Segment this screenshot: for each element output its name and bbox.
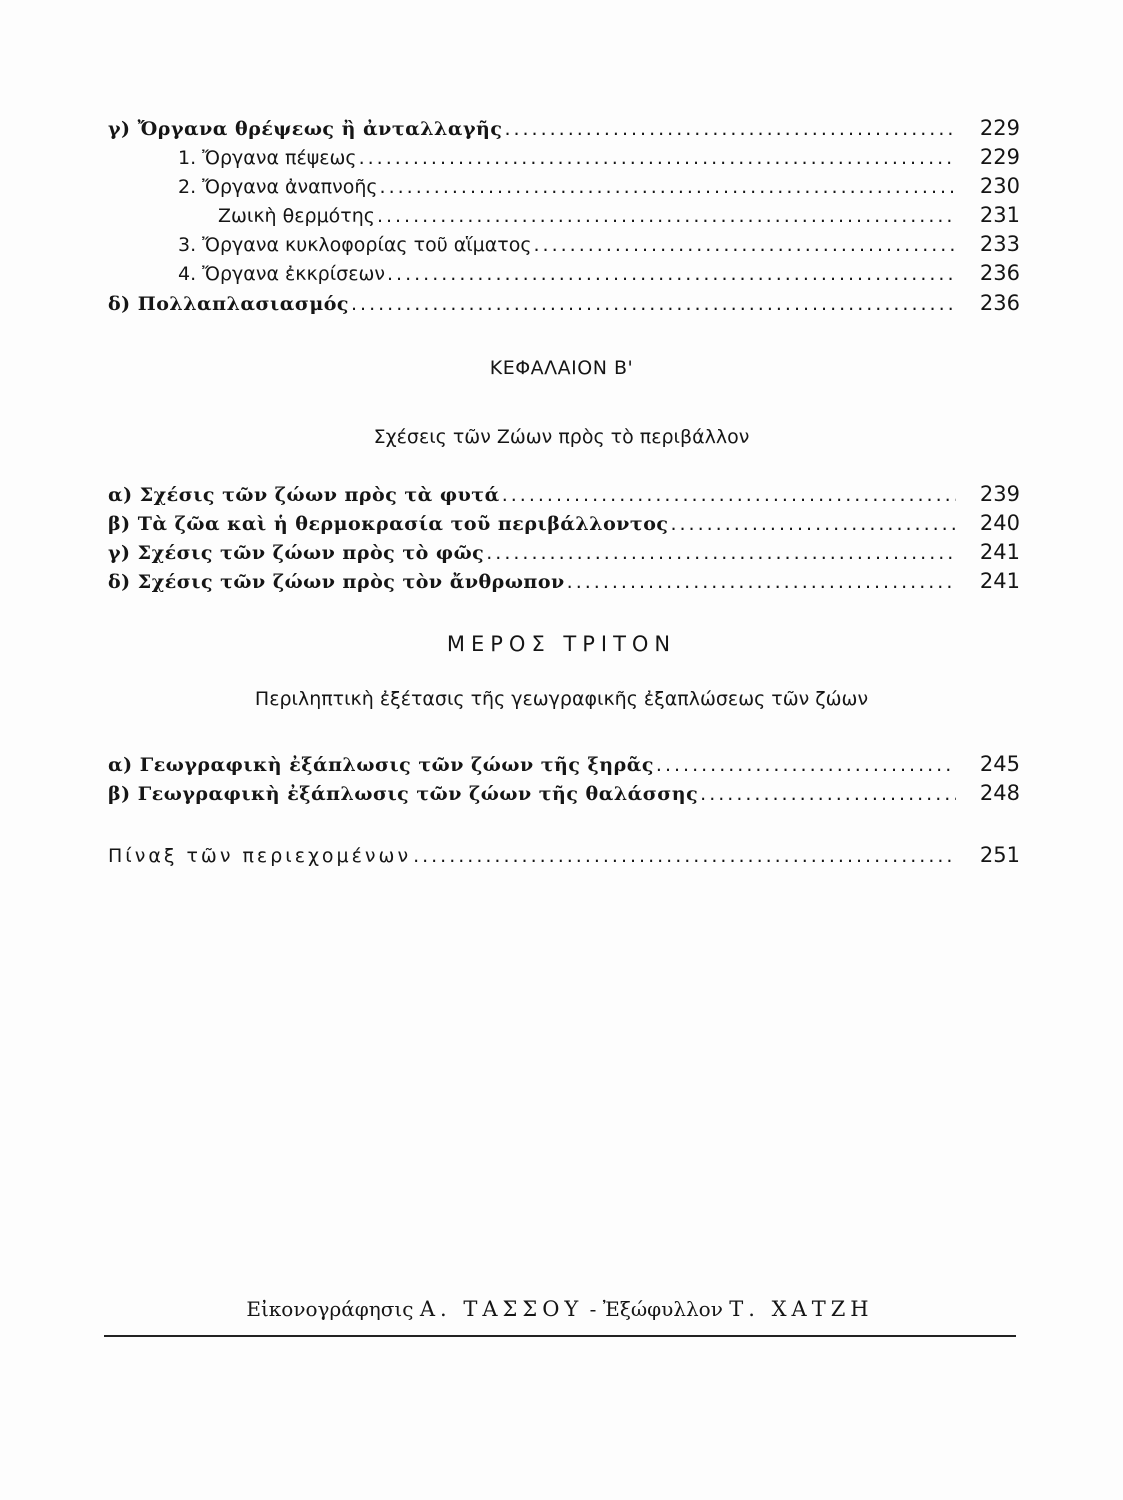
toc-entry [108,540,1020,572]
toc-entry [108,511,1020,543]
toc-entry-label: α) Γεωγραφικὴ ἐξάπλωσις τῶν ζώων τῆς ξηρᾶς [108,754,654,776]
part-title: ΜΕΡΟΣ ΤΡΙΤΟΝ [446,632,677,656]
toc-entry-page: 233 [979,232,1020,256]
toc-leader-dots [377,205,956,227]
toc-leader-dots [351,293,956,315]
toc-entry-page: 230 [979,174,1020,198]
toc-leader-dots [502,484,956,506]
toc-leader-dots [413,845,956,867]
toc-entry-label: 1. Ὄργανα πέψεως [178,147,357,169]
toc-entry [178,232,1020,264]
toc-entry-label: β) Γεωγραφικὴ ἐξάπλωσις τῶν ζώων τῆς θαλάσσης [108,783,699,805]
toc-entry [178,261,1020,293]
footer-rule [104,1335,1016,1337]
toc-entry-page: 240 [979,511,1020,535]
toc-entry-page: 245 [979,752,1020,776]
toc-entry [178,145,1020,177]
toc-leader-dots [387,263,956,285]
toc-leader-dots [656,754,956,776]
cover-label: Ἐξώφυλλον [602,1297,723,1321]
toc-leader-dots [700,783,956,805]
toc-entry-label: δ) Σχέσις τῶν ζώων πρὸς τὸν ἄνθρωπον [108,571,565,593]
toc-entry-page: 241 [979,540,1020,564]
chapter-title: ΚΕΦΑΛΑΙΟΝ Β' [489,357,634,379]
toc-entry [108,781,1020,813]
toc-entry [108,569,1020,601]
toc-leader-dots [380,176,956,198]
toc-leader-dots [534,234,956,256]
toc-entry-label: γ) Ὄργανα θρέψεως ἢ ἀνταλλαγῆς [108,118,503,140]
toc-leader-dots [567,571,956,593]
toc-entry [218,203,1020,235]
toc-entry-page: 251 [979,843,1020,867]
toc-entry-label: γ) Σχέσις τῶν ζώων πρὸς τὸ φῶς [108,542,485,564]
toc-entry-page: 236 [979,261,1020,285]
toc-entry-label: 4. Ὄργανα ἐκκρίσεων [178,263,385,285]
toc-entry [108,291,1020,323]
toc-leader-dots [486,542,956,564]
cover-artist-name: Τ. ΧΑΤΖΗ [729,1297,874,1321]
toc-entry-page: 236 [979,291,1020,315]
credits-separator: - [589,1297,597,1321]
toc-entry-label: 2. Ὄργανα ἀναπνοῆς [178,176,378,198]
toc-entry-page: 239 [979,482,1020,506]
toc-entry-page: 229 [979,145,1020,169]
toc-entry-label: Πίναξ τῶν περιεχομένων [108,845,412,867]
toc-leader-dots [504,118,956,140]
toc-entry [108,116,1020,148]
toc-entry-label: 3. Ὄργανα κυκλοφορίας τοῦ αἵματος [178,234,532,256]
toc-entry [178,174,1020,206]
toc-entry-page: 248 [979,781,1020,805]
toc-entry [108,752,1020,784]
toc-leader-dots [670,513,956,535]
toc-entry-page: 241 [979,569,1020,593]
toc-entry-label: Ζωικὴ θερμότης [218,205,375,227]
credits-line [104,1297,1016,1321]
toc-leader-dots [359,147,956,169]
toc-entry-label: α) Σχέσις τῶν ζώων πρὸς τὰ φυτά [108,484,500,506]
toc-entry [108,482,1020,514]
toc-entry-page: 229 [979,116,1020,140]
illustrator-name: Α. ΤΑΣΣΟΥ [419,1297,584,1321]
toc-entry-index [108,843,1020,875]
part-subtitle: Περιληπτικὴ ἐξέτασις τῆς γεωγραφικῆς ἐξαπλώσεως τῶν ζώων [254,688,869,710]
toc-entry-label: β) Τὰ ζῶα καὶ ἡ θερμοκρασία τοῦ περιβάλλοντος [108,513,669,535]
illustration-label: Εἰκονογράφησις [246,1297,414,1321]
chapter-subtitle: Σχέσεις τῶν Ζώων πρὸς τὸ περιβάλλον [373,426,750,448]
toc-entry-label: δ) Πολλαπλασιασμός [108,293,349,315]
toc-entry-page: 231 [979,203,1020,227]
